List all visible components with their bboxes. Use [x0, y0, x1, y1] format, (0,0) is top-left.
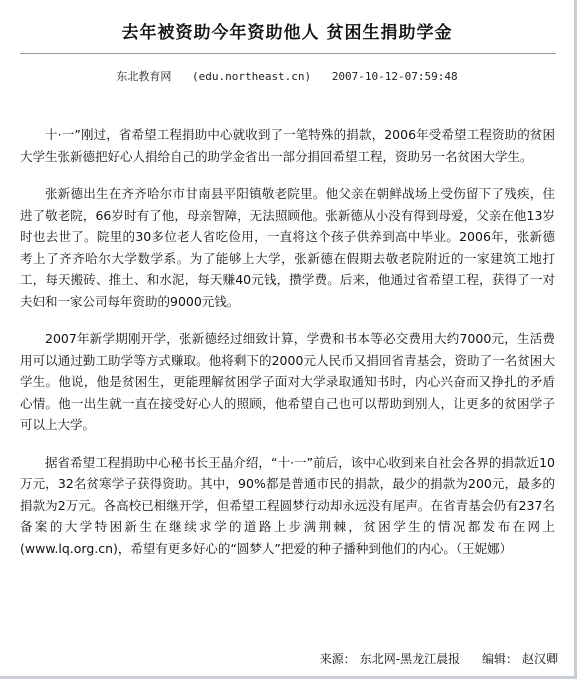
footer-source-label: 来源： — [319, 652, 356, 666]
article-footer — [316, 650, 558, 667]
footer-editor-label: 编辑： — [481, 652, 518, 666]
article-body — [20, 124, 555, 575]
article-meta — [0, 68, 574, 84]
title-divider — [20, 53, 556, 54]
paragraph-4: 据省希望工程捐助中心秘书长王晶介绍，“十·一”前后，该中心收到来自社会各界的捐款近10万元，32名贫寒学子获得资助。其中，90%都是普通市民的捐款，最少的捐款为200元，最多的捐款为2万元。各高校已相继开学，但希望工程圆梦行动却永远没有尾声。在省青基会仍有237名备案的大学特困新生在继续求学的道路上步满荆棘，贫困学生的情况都发布在网上(www.lq.org.cn)，希望有更多好心的“圆梦人”把爱的种子播种到他们的内心。（王妮娜） — [20, 454, 555, 556]
source-name: 东北教育网 — [116, 70, 172, 83]
source-url: (edu.northeast.cn) — [191, 70, 312, 83]
article-title: 去年被资助今年资助他人 贫困生捐助学金 — [121, 23, 453, 43]
footer-editor-value: 赵汉卿 — [521, 652, 558, 666]
paragraph-2: 张新德出生在齐齐哈尔市甘南县平阳镇敬老院里。他父亲在朝鲜战场上受伤留下了残疾，住进了敬老院，66岁时有了他，母亲智障，无法照顾他。张新德从小没有得到母爱，父亲在他13岁时也去世了。院里的30多位老人省吃俭用，一直将这个孩子供养到高中毕业。2006年，张新德考上了齐齐哈尔大学数学系。为了能够上大学，张新德在假期去敬老院附近的一家建筑工地打工，每天搬砖、推土、和水泥，每天赚40元钱，攒学费。后来，他通过省希望工程，获得了一对夫妇和一家公司每年资助的9000元钱。 — [20, 186, 555, 309]
footer-source-value: 东北网-黑龙江晨报 — [359, 652, 461, 666]
paragraph-3: 2007年新学期刚开学，张新德经过细致计算，学费和书本等必交费用大约7000元，生活费用可以通过勤工助学等方式赚取。他将剩下的2000元人民币又捐回省青基会，资助了一名贫困大学生。他说，他是贫困生，更能理解贫困学子面对大学录取通知书时，内心兴奋而又挣扎的矛盾心情。他一出生就一直在接受好心人的照顾，他希望自己也可以帮助到别人，让更多的贫困学子可以上大学。 — [20, 331, 555, 432]
paragraph-1: 十·一”刚过，省希望工程捐助中心就收到了一笔特殊的捐款，2006年受希望工程资助的贫困大学生张新德把好心人捐给自己的助学金省出一部分捐回希望工程，资助另一名贫困大学生。 — [20, 127, 555, 164]
publish-datetime: 2007-10-12-07:59:48 — [331, 70, 458, 83]
